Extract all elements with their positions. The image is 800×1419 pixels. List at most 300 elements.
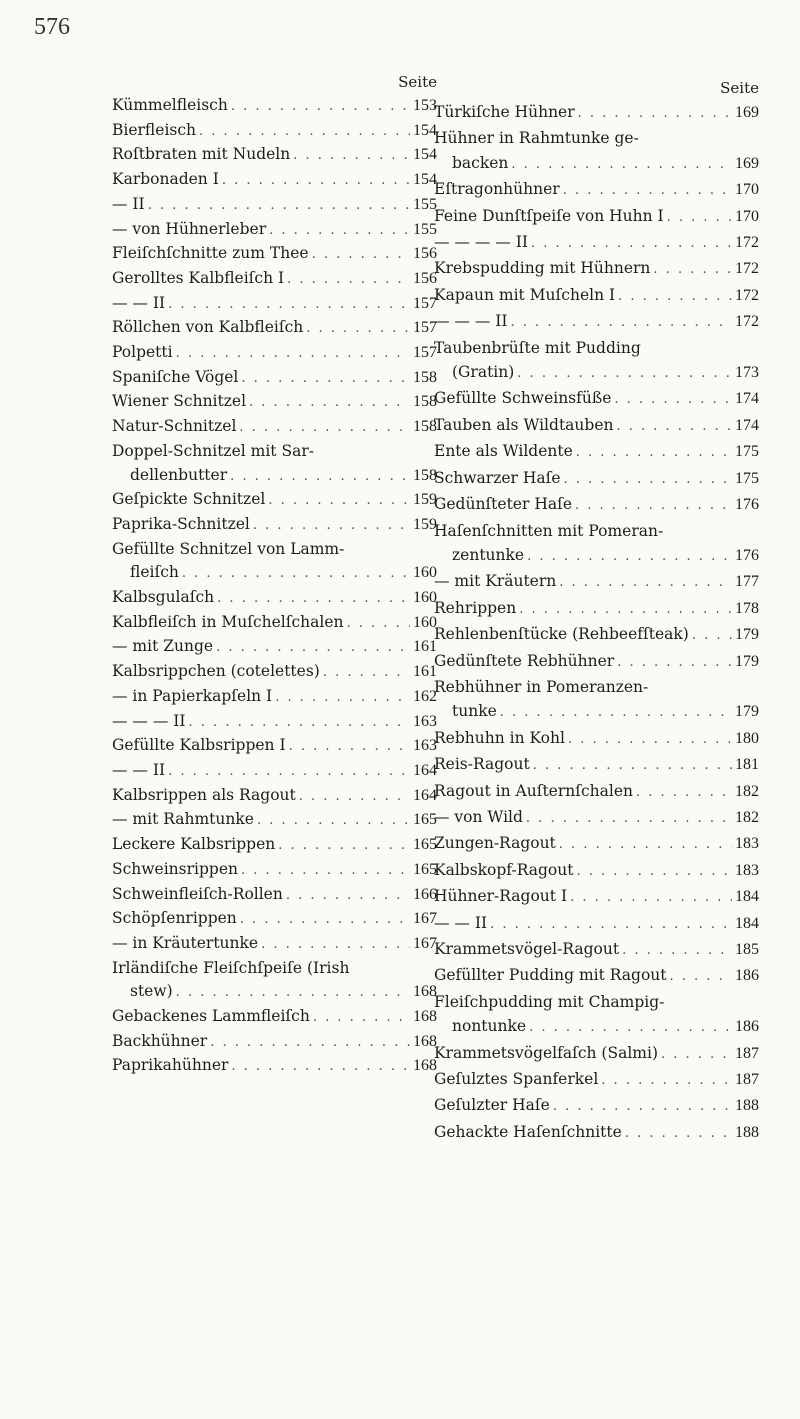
entry-line bbox=[112, 488, 437, 513]
entry-page-number: 174 bbox=[735, 390, 759, 408]
entry-title: — — — II bbox=[434, 312, 508, 331]
entry-title: Irländiſche Fleiſchſpeiſe (Irish bbox=[112, 958, 350, 977]
entry-line bbox=[434, 309, 759, 335]
entry-page-number: 166 bbox=[413, 885, 437, 903]
leader-dots bbox=[692, 624, 732, 648]
leader-dots bbox=[622, 939, 732, 963]
entry-line bbox=[112, 907, 437, 932]
leader-dots bbox=[216, 636, 410, 660]
index-entry bbox=[434, 336, 759, 387]
index-entry bbox=[434, 1120, 759, 1146]
entry-title: nontunke bbox=[452, 1017, 527, 1036]
leader-dots bbox=[268, 489, 410, 513]
leader-dots bbox=[347, 612, 410, 636]
entry-page-number: 175 bbox=[735, 469, 759, 487]
entry-page-number: 183 bbox=[735, 861, 759, 879]
entry-title: Paprika-Schnitzel bbox=[112, 514, 250, 533]
entry-line bbox=[112, 957, 437, 981]
entry-page-number: 164 bbox=[413, 761, 437, 779]
entry-page-number: 173 bbox=[735, 364, 759, 382]
index-entry bbox=[112, 513, 437, 538]
entry-title: Geſulzter Haſe bbox=[434, 1096, 550, 1115]
entry-line bbox=[434, 596, 759, 622]
entry-title: Kalbsgulaſch bbox=[112, 588, 215, 607]
entry-line bbox=[112, 1030, 437, 1055]
entry-title: Haſenſchnitten mit Pomeran- bbox=[434, 521, 664, 540]
index-entry bbox=[434, 466, 759, 492]
index-entry bbox=[434, 256, 759, 282]
leader-dots bbox=[517, 362, 732, 386]
index-entry bbox=[112, 660, 437, 685]
index-entry bbox=[434, 779, 759, 805]
leader-dots bbox=[199, 120, 410, 144]
entry-title: Taubenbrüſte mit Pudding bbox=[434, 338, 641, 357]
entry-page-number: 176 bbox=[735, 546, 759, 564]
right-entries-list bbox=[434, 100, 759, 1146]
leader-dots bbox=[278, 834, 410, 858]
leader-dots bbox=[527, 545, 732, 569]
entry-title: dellenbutter bbox=[130, 465, 228, 484]
index-entry bbox=[112, 858, 437, 883]
entry-title: Karbonaden I bbox=[112, 170, 219, 189]
right-column bbox=[434, 76, 759, 1146]
index-entry bbox=[112, 833, 437, 858]
entry-line bbox=[112, 193, 437, 218]
entry-line bbox=[112, 316, 437, 341]
entry-title: Feine Dunſtſpeiſe von Huhn I bbox=[434, 206, 664, 225]
entry-line bbox=[112, 292, 437, 317]
leader-dots bbox=[210, 1031, 410, 1055]
entry-line bbox=[112, 586, 437, 611]
entry-page-number: 158 bbox=[413, 418, 437, 436]
index-entry bbox=[434, 1067, 759, 1093]
leader-dots bbox=[578, 102, 732, 126]
entry-title: Kümmelfleisch bbox=[112, 96, 228, 114]
right-column-header: Seite bbox=[720, 79, 759, 97]
entry-line bbox=[112, 168, 437, 193]
index-entry bbox=[434, 990, 759, 1041]
entry-line bbox=[112, 415, 437, 440]
index-entry bbox=[112, 932, 437, 957]
index-entry bbox=[112, 341, 437, 366]
leader-dots bbox=[182, 562, 410, 586]
entry-page-number: 168 bbox=[413, 1057, 437, 1075]
index-entry bbox=[112, 1005, 437, 1030]
index-entry bbox=[112, 611, 437, 636]
entry-line bbox=[112, 1005, 437, 1030]
entry-page-number: 174 bbox=[735, 416, 759, 434]
entry-line bbox=[112, 784, 437, 809]
entry-title: Schöpſenrippen bbox=[112, 909, 237, 928]
entry-title: Fleiſchſchnitte zum Thee bbox=[112, 244, 309, 263]
entry-title: — von Wild bbox=[434, 807, 523, 826]
index-entry bbox=[434, 726, 759, 752]
entry-page-number: 167 bbox=[413, 934, 437, 952]
leader-dots bbox=[249, 391, 410, 415]
entry-line bbox=[112, 242, 437, 267]
entry-page-number: 161 bbox=[413, 638, 437, 656]
leader-dots bbox=[563, 179, 732, 203]
index-entry bbox=[112, 242, 437, 267]
entry-line bbox=[112, 440, 437, 464]
index-entry bbox=[434, 386, 759, 412]
entry-page-number: 184 bbox=[735, 914, 759, 932]
index-entry bbox=[112, 193, 437, 218]
entry-line bbox=[434, 126, 759, 150]
entry-page-number: 179 bbox=[735, 626, 759, 644]
entry-title: Zungen-Ragout bbox=[434, 834, 556, 853]
entry-page-number: 160 bbox=[413, 589, 437, 607]
entry-page-number: 162 bbox=[413, 687, 437, 705]
entry-page-number: 161 bbox=[413, 663, 437, 681]
entry-page-number: 156 bbox=[413, 245, 437, 263]
leader-dots bbox=[222, 169, 410, 193]
leader-dots bbox=[176, 342, 410, 366]
leader-dots bbox=[323, 661, 410, 685]
entry-title: Spaniſche Vögel bbox=[112, 367, 239, 386]
entry-title: (Gratin) bbox=[452, 363, 515, 382]
entry-title: Ente als Wildente bbox=[434, 442, 573, 461]
entry-page-number: 168 bbox=[413, 1032, 437, 1050]
entry-page-number: 179 bbox=[735, 703, 759, 721]
entry-line bbox=[434, 699, 759, 725]
index-entry bbox=[434, 230, 759, 256]
entry-title: Roſtbraten mit Nudeln bbox=[112, 145, 291, 164]
leader-dots bbox=[230, 465, 410, 489]
entry-page-number: 157 bbox=[413, 319, 437, 337]
entry-page-number: 172 bbox=[735, 234, 759, 252]
leader-dots bbox=[189, 711, 410, 735]
entry-page-number: 176 bbox=[735, 496, 759, 514]
entry-line bbox=[434, 858, 759, 884]
entry-line bbox=[434, 1093, 759, 1119]
index-entry bbox=[112, 685, 437, 710]
leader-dots bbox=[519, 598, 732, 622]
leader-dots bbox=[239, 416, 410, 440]
leader-dots bbox=[576, 441, 732, 465]
entry-page-number: 182 bbox=[735, 782, 759, 800]
leader-dots bbox=[312, 243, 410, 267]
entry-page-number: 163 bbox=[413, 712, 437, 730]
entry-line bbox=[112, 94, 437, 119]
index-entry bbox=[112, 440, 437, 488]
index-entry bbox=[112, 957, 437, 1005]
entry-page-number: 155 bbox=[413, 220, 437, 238]
entry-line bbox=[112, 119, 437, 144]
index-entry bbox=[434, 100, 759, 126]
leader-dots bbox=[269, 219, 410, 243]
index-entry bbox=[112, 883, 437, 908]
entry-page-number: 158 bbox=[413, 368, 437, 386]
entry-page-number: 170 bbox=[735, 207, 759, 225]
entry-title: Eſtragonhühner bbox=[434, 180, 560, 199]
entry-page-number: 169 bbox=[735, 154, 759, 172]
entry-title: — — II bbox=[434, 913, 488, 932]
entry-page-number: 168 bbox=[413, 1008, 437, 1026]
entry-page-number: 163 bbox=[413, 737, 437, 755]
entry-title: Rebhühner in Pomeranzen- bbox=[434, 677, 649, 696]
leader-dots bbox=[289, 735, 410, 759]
index-entry bbox=[112, 168, 437, 193]
entry-title: Kalbskopf-Ragout bbox=[434, 860, 574, 879]
entry-page-number: 156 bbox=[413, 269, 437, 287]
entry-line bbox=[434, 675, 759, 699]
entry-line bbox=[434, 1014, 759, 1040]
entry-title: Gefüllte Schnitzel von Lamm- bbox=[112, 539, 345, 558]
index-entry bbox=[112, 267, 437, 292]
index-entry bbox=[112, 710, 437, 735]
leader-dots bbox=[559, 833, 732, 857]
entry-line bbox=[434, 990, 759, 1014]
entry-title: Tauben als Wildtauben bbox=[434, 415, 614, 434]
index-entry bbox=[434, 569, 759, 595]
entry-line bbox=[434, 911, 759, 937]
leader-dots bbox=[148, 194, 410, 218]
entry-page-number: 167 bbox=[413, 910, 437, 928]
entry-line bbox=[434, 1067, 759, 1093]
entry-line bbox=[112, 808, 437, 833]
entry-title: Röllchen von Kalbfleiſch bbox=[112, 318, 304, 337]
index-entry bbox=[434, 831, 759, 857]
entry-title: Backhühner bbox=[112, 1031, 208, 1050]
entry-line bbox=[434, 884, 759, 910]
entry-line bbox=[112, 390, 437, 415]
entry-line bbox=[434, 492, 759, 518]
index-entry bbox=[434, 963, 759, 989]
entry-title: Reis-Ragout bbox=[434, 755, 530, 774]
leader-dots bbox=[564, 468, 732, 492]
index-entry bbox=[434, 596, 759, 622]
leader-dots bbox=[511, 153, 732, 177]
leader-dots bbox=[231, 1055, 410, 1079]
leader-dots bbox=[568, 728, 732, 752]
leader-dots bbox=[618, 285, 732, 309]
entry-line bbox=[434, 752, 759, 778]
entry-line bbox=[434, 519, 759, 543]
index-entry bbox=[434, 413, 759, 439]
leader-dots bbox=[559, 571, 732, 595]
entry-line bbox=[434, 204, 759, 230]
entry-title: Schweinfleiſch-Rollen bbox=[112, 884, 283, 903]
index-entry bbox=[434, 177, 759, 203]
entry-page-number: 164 bbox=[413, 786, 437, 804]
entry-line bbox=[434, 543, 759, 569]
entry-page-number: 165 bbox=[413, 811, 437, 829]
entry-line bbox=[112, 1054, 437, 1079]
leader-dots bbox=[661, 1043, 732, 1067]
entry-title: zentunke bbox=[452, 545, 525, 564]
leader-dots bbox=[240, 908, 410, 932]
entry-page-number: 181 bbox=[735, 756, 759, 774]
entry-page-number: 182 bbox=[735, 808, 759, 826]
index-entry bbox=[112, 316, 437, 341]
entry-title: Rehrippen bbox=[434, 598, 517, 617]
entry-title: fleiſch bbox=[130, 563, 179, 582]
entry-line bbox=[112, 611, 437, 636]
entry-page-number: 184 bbox=[735, 888, 759, 906]
entry-title: Schwarzer Haſe bbox=[434, 468, 561, 487]
entry-page-number: 154 bbox=[413, 121, 437, 139]
entry-line bbox=[112, 267, 437, 292]
entry-line bbox=[112, 341, 437, 366]
index-entry bbox=[434, 126, 759, 177]
index-entry bbox=[112, 808, 437, 833]
leader-dots bbox=[313, 1006, 410, 1030]
entry-line bbox=[112, 561, 437, 586]
entry-line bbox=[434, 779, 759, 805]
entry-line bbox=[434, 466, 759, 492]
entry-title: — in Kräutertunke bbox=[112, 933, 259, 952]
entry-page-number: 172 bbox=[735, 260, 759, 278]
entry-page-number: 159 bbox=[413, 515, 437, 533]
entry-page-number: 168 bbox=[413, 983, 437, 1001]
entry-title: Krammetsvögelfaſch (Salmi) bbox=[434, 1043, 658, 1062]
leader-dots bbox=[500, 701, 732, 725]
leader-dots bbox=[531, 232, 732, 256]
index-entry bbox=[112, 390, 437, 415]
index-entry bbox=[434, 649, 759, 675]
entry-title: Kalbfleiſch in Muſchelſchalen bbox=[112, 612, 344, 631]
entry-page-number: 179 bbox=[735, 652, 759, 670]
entry-title: Polpetti bbox=[112, 343, 173, 362]
leader-dots bbox=[490, 913, 732, 937]
entry-page-number: 188 bbox=[735, 1123, 759, 1141]
entry-line bbox=[434, 439, 759, 465]
page-number: 576 bbox=[34, 14, 70, 40]
entry-title: Gedünſteter Haſe bbox=[434, 495, 572, 514]
leader-dots bbox=[570, 886, 732, 910]
index-entry bbox=[112, 907, 437, 932]
entry-line bbox=[434, 177, 759, 203]
entry-page-number: 158 bbox=[413, 466, 437, 484]
index-entry bbox=[434, 1041, 759, 1067]
entry-line bbox=[434, 1041, 759, 1067]
leader-dots bbox=[261, 933, 410, 957]
entry-title: Türkiſche Hühner bbox=[434, 103, 575, 121]
entry-title: Gefüllte Schweinsfüße bbox=[434, 389, 612, 408]
entry-line bbox=[434, 649, 759, 675]
leader-dots bbox=[275, 686, 410, 710]
index-entry bbox=[112, 119, 437, 144]
entry-page-number: 175 bbox=[735, 443, 759, 461]
entry-title: Natur-Schnitzel bbox=[112, 417, 237, 436]
index-entry bbox=[434, 937, 759, 963]
entry-line bbox=[112, 513, 437, 538]
entry-line bbox=[112, 734, 437, 759]
entry-line bbox=[434, 283, 759, 309]
leader-dots bbox=[286, 884, 410, 908]
leader-dots bbox=[576, 860, 732, 884]
entry-line bbox=[112, 858, 437, 883]
entry-line bbox=[434, 963, 759, 989]
entry-title: Wiener Schnitzel bbox=[112, 392, 247, 411]
entry-line bbox=[112, 833, 437, 858]
entry-line bbox=[112, 464, 437, 489]
entry-page-number: 157 bbox=[413, 294, 437, 312]
entry-title: — II bbox=[112, 194, 145, 213]
entry-title: — in Papierkapſeln I bbox=[112, 686, 273, 705]
entry-line bbox=[112, 366, 437, 391]
entry-line bbox=[434, 386, 759, 412]
entry-line bbox=[434, 937, 759, 963]
leader-dots bbox=[616, 415, 732, 439]
entry-page-number: 154 bbox=[413, 146, 437, 164]
index-entry bbox=[434, 283, 759, 309]
leader-dots bbox=[533, 754, 732, 778]
index-entry bbox=[112, 488, 437, 513]
leader-dots bbox=[306, 317, 410, 341]
entry-line bbox=[434, 151, 759, 177]
entry-page-number: 185 bbox=[735, 941, 759, 958]
entry-title: Gehackte Haſenſchnitte bbox=[434, 1122, 622, 1141]
entry-line bbox=[112, 218, 437, 243]
left-column-header: Seite bbox=[398, 73, 437, 91]
entry-line bbox=[112, 759, 437, 784]
entry-title: Kapaun mit Muſcheln I bbox=[434, 285, 616, 304]
entry-line bbox=[434, 336, 759, 360]
leader-dots bbox=[293, 144, 410, 168]
index-entry bbox=[112, 759, 437, 784]
entry-line bbox=[434, 726, 759, 752]
entry-line bbox=[112, 932, 437, 957]
left-column bbox=[112, 70, 437, 1079]
entry-page-number: 157 bbox=[413, 344, 437, 362]
index-entry bbox=[434, 622, 759, 648]
index-entry bbox=[112, 292, 437, 317]
entry-title: — mit Zunge bbox=[112, 637, 214, 656]
entry-title: Geſpickte Schnitzel bbox=[112, 490, 266, 509]
entry-title: Leckere Kalbsrippen bbox=[112, 835, 276, 854]
entry-line bbox=[434, 360, 759, 386]
entry-line bbox=[112, 710, 437, 735]
index-entry bbox=[434, 805, 759, 831]
entry-title: stew) bbox=[130, 982, 173, 1001]
entry-title: Bierfleisch bbox=[112, 120, 197, 139]
entry-page-number: 172 bbox=[735, 286, 759, 304]
index-entry bbox=[112, 784, 437, 809]
entry-page-number: 180 bbox=[735, 729, 759, 747]
leader-dots bbox=[241, 367, 410, 391]
entry-title: Kalbsrippen als Ragout bbox=[112, 785, 296, 804]
index-entry bbox=[112, 538, 437, 586]
entry-title: — — II bbox=[112, 760, 166, 779]
entry-page-number: 178 bbox=[735, 599, 759, 617]
entry-line bbox=[112, 980, 437, 1005]
entry-title: Rehlenbenſtücke (Rehbeefſteak) bbox=[434, 625, 689, 644]
entry-title: Doppel-Schnitzel mit Sar- bbox=[112, 441, 314, 460]
entry-title: tunke bbox=[452, 702, 497, 721]
entry-title: — — II bbox=[112, 293, 166, 312]
leader-dots bbox=[670, 965, 732, 989]
entry-line bbox=[112, 685, 437, 710]
entry-line bbox=[434, 230, 759, 256]
entry-title: Geſulztes Spanferkel bbox=[434, 1070, 599, 1089]
entry-title: Fleiſchpudding mit Champig- bbox=[434, 992, 665, 1011]
entry-page-number: 169 bbox=[735, 104, 759, 121]
entry-page-number: 186 bbox=[735, 967, 759, 985]
entry-page-number: 160 bbox=[413, 613, 437, 631]
entry-title: Gerolltes Kalbfleiſch I bbox=[112, 268, 285, 287]
index-entry bbox=[112, 218, 437, 243]
index-entry bbox=[112, 366, 437, 391]
entry-title: Gebackenes Lammfleiſch bbox=[112, 1007, 310, 1026]
entry-page-number: 186 bbox=[735, 1018, 759, 1036]
leader-dots bbox=[575, 494, 732, 518]
index-entry bbox=[112, 635, 437, 660]
entry-title: Rebhuhn in Kohl bbox=[434, 728, 565, 747]
left-entries-list bbox=[112, 94, 437, 1079]
leader-dots bbox=[653, 258, 732, 282]
